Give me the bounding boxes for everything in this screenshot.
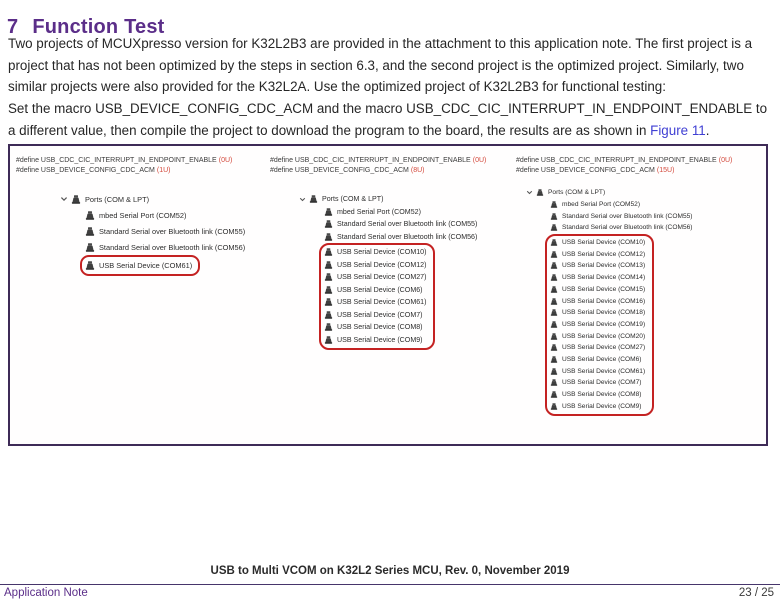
- serial-port-icon: [71, 195, 81, 204]
- serial-port-icon: [324, 248, 333, 256]
- device-tree-item[interactable]: [550, 248, 645, 260]
- footer-page-number: 23 / 25: [738, 587, 774, 599]
- device-tree-item[interactable]: [324, 309, 426, 322]
- serial-port-icon: [550, 321, 558, 328]
- device-tree-item[interactable]: [550, 330, 645, 342]
- device-tree-item[interactable]: [550, 295, 645, 307]
- serial-port-icon: [550, 368, 558, 375]
- device-tree-item[interactable]: [85, 223, 268, 239]
- device-tree-item[interactable]: [324, 218, 516, 231]
- tree-root-label: Ports (COM & LPT): [548, 189, 606, 197]
- device-label: USB Serial Device (COM15): [562, 285, 646, 293]
- device-tree-item[interactable]: [550, 284, 645, 296]
- tree-root-ports[interactable]: [526, 187, 762, 199]
- device-label: USB Serial Device (COM61): [99, 260, 193, 270]
- serial-port-icon: [550, 333, 558, 340]
- serial-port-icon: [550, 274, 558, 281]
- device-label: USB Serial Device (COM18): [562, 309, 646, 317]
- tree-root-ports[interactable]: [299, 193, 516, 206]
- device-label: USB Serial Device (COM6): [337, 285, 423, 294]
- serial-port-icon: [324, 273, 333, 281]
- instruction-text-before: Set the macro USB_DEVICE_CONFIG_CDC_ACM and the macro USB_CDC_CIC_INTERRUPT_IN_ENDPOINT_ENDABLE to a different value, then compile the project to download the program to the board, the results are as shown in: [8, 101, 768, 138]
- chevron-down-icon[interactable]: [60, 195, 68, 203]
- serial-port-icon: [85, 243, 95, 252]
- define-value: (0U): [472, 157, 487, 164]
- device-label: USB Serial Device (COM10): [337, 248, 427, 257]
- device-tree-item[interactable]: [550, 260, 645, 272]
- device-list: [85, 207, 268, 255]
- device-tree-item[interactable]: [324, 296, 426, 309]
- serial-port-icon: [550, 201, 558, 208]
- device-label: USB Serial Device (COM14): [562, 274, 646, 282]
- device-label: USB Serial Device (COM12): [337, 260, 427, 269]
- device-tree-item[interactable]: [550, 319, 645, 331]
- serial-port-icon: [324, 298, 333, 306]
- serial-port-icon: [324, 323, 333, 331]
- device-tree-item[interactable]: [550, 365, 645, 377]
- define-value: (8U): [410, 166, 425, 174]
- device-label: USB Serial Device (COM8): [562, 391, 642, 399]
- red-highlight-circle: [80, 255, 200, 276]
- device-tree-item[interactable]: [85, 239, 268, 255]
- serial-port-icon: [85, 261, 95, 270]
- device-manager-panel-1: [16, 156, 268, 276]
- figure-11-image: [8, 144, 768, 446]
- serial-port-icon: [309, 195, 318, 203]
- device-tree-item[interactable]: [550, 400, 645, 412]
- device-label: Standard Serial over Bluetooth link (COM55): [337, 220, 478, 229]
- device-label: mbed Serial Port (COM52): [337, 207, 421, 216]
- serial-port-icon: [550, 286, 558, 293]
- device-label: USB Serial Device (COM16): [562, 297, 646, 305]
- device-tree-item[interactable]: [550, 237, 645, 249]
- device-label: USB Serial Device (COM7): [562, 379, 642, 387]
- device-tree-item[interactable]: [550, 210, 762, 222]
- device-tree-item[interactable]: [324, 284, 426, 297]
- device-tree-item[interactable]: [550, 377, 645, 389]
- serial-port-icon: [550, 309, 558, 316]
- device-manager-panel-3: [516, 156, 762, 416]
- device-label: Standard Serial over Bluetooth link (COM56): [562, 224, 693, 232]
- device-label: mbed Serial Port (COM52): [562, 201, 641, 209]
- device-list: [550, 199, 762, 234]
- device-tree-item[interactable]: [550, 342, 645, 354]
- macro-defines: [16, 156, 268, 175]
- serial-port-icon: [550, 224, 558, 231]
- section-number: 7: [7, 16, 19, 39]
- highlighted-device-list: [550, 237, 645, 412]
- device-label: Standard Serial over Bluetooth link (COM56): [337, 232, 478, 241]
- define-line: #define USB_CDC_CIC_INTERRUPT_IN_ENDPOINT_ENABLE (0U): [516, 157, 733, 164]
- device-tree-item[interactable]: [85, 257, 192, 273]
- macro-defines: [516, 156, 762, 175]
- chevron-down-icon[interactable]: [526, 189, 533, 196]
- device-label: USB Serial Device (COM7): [337, 310, 423, 319]
- red-highlight-circle: [545, 234, 654, 416]
- device-manager-panel-2: [270, 156, 516, 350]
- device-label: mbed Serial Port (COM52): [99, 210, 187, 220]
- device-tree: [516, 187, 762, 416]
- define-line: #define USB_CDC_CIC_INTERRUPT_IN_ENDPOINT_ENABLE (0U): [16, 157, 233, 164]
- device-label: USB Serial Device (COM19): [562, 320, 646, 328]
- device-tree: [270, 193, 516, 350]
- serial-port-icon: [324, 233, 333, 241]
- device-tree-item[interactable]: [324, 271, 426, 284]
- footer-divider: [0, 584, 780, 585]
- figure-11-link[interactable]: Figure 11: [650, 122, 706, 138]
- device-tree-item[interactable]: [324, 231, 516, 244]
- device-label: USB Serial Device (COM13): [562, 262, 646, 270]
- device-tree-item[interactable]: [550, 222, 762, 234]
- device-label: Standard Serial over Bluetooth link (COM56): [99, 242, 246, 252]
- serial-port-icon: [550, 239, 558, 246]
- serial-port-icon: [536, 189, 544, 196]
- instruction-text-after: .: [705, 122, 710, 138]
- macro-defines: [270, 156, 516, 175]
- device-tree-item[interactable]: [550, 354, 645, 366]
- serial-port-icon: [324, 336, 333, 344]
- device-label: USB Serial Device (COM8): [337, 323, 423, 332]
- device-label: USB Serial Device (COM12): [562, 250, 646, 258]
- footer-doc-title: USB to Multi VCOM on K32L2 Series MCU, Rev. 0, November 2019: [210, 565, 570, 577]
- define-value: (1U): [156, 166, 171, 174]
- serial-port-icon: [550, 213, 558, 220]
- define-value: (0U): [718, 157, 733, 164]
- serial-port-icon: [550, 344, 558, 351]
- serial-port-icon: [550, 391, 558, 398]
- define-value: (15U): [656, 166, 675, 174]
- chevron-down-icon[interactable]: [299, 196, 306, 203]
- device-label: USB Serial Device (COM27): [337, 273, 427, 282]
- device-tree-item[interactable]: [324, 321, 426, 334]
- device-label: USB Serial Device (COM6): [562, 355, 642, 363]
- define-line: #define USB_CDC_CIC_INTERRUPT_IN_ENDPOINT_ENABLE (0U): [270, 157, 487, 164]
- device-tree-item[interactable]: [324, 246, 426, 259]
- device-label: Standard Serial over Bluetooth link (COM55): [562, 212, 693, 220]
- footer-doc-type: Application Note: [4, 587, 88, 599]
- section-title: Function Test: [32, 16, 165, 39]
- serial-port-icon: [324, 261, 333, 269]
- highlighted-device-list: [85, 257, 192, 273]
- device-label: USB Serial Device (COM9): [337, 335, 423, 344]
- serial-port-icon: [550, 403, 558, 410]
- serial-port-icon: [550, 251, 558, 258]
- tree-root-label: Ports (COM & LPT): [322, 195, 384, 204]
- serial-port-icon: [550, 262, 558, 269]
- serial-port-icon: [550, 379, 558, 386]
- serial-port-icon: [324, 220, 333, 228]
- define-line: #define USB_DEVICE_CONFIG_CDC_ACM (15U): [516, 166, 675, 174]
- device-tree: [16, 191, 268, 276]
- device-list: [324, 206, 516, 244]
- serial-port-icon: [85, 227, 95, 236]
- device-label: USB Serial Device (COM9): [562, 402, 642, 410]
- paragraph-instruction: [8, 98, 774, 141]
- serial-port-icon: [550, 356, 558, 363]
- serial-port-icon: [324, 208, 333, 216]
- device-tree-item[interactable]: [324, 334, 426, 347]
- device-label: USB Serial Device (COM61): [562, 367, 646, 375]
- serial-port-icon: [550, 298, 558, 305]
- red-highlight-circle: [319, 243, 435, 350]
- serial-port-icon: [324, 311, 333, 319]
- tree-root-label: Ports (COM & LPT): [85, 194, 150, 204]
- device-tree-item[interactable]: [324, 259, 426, 272]
- device-tree-item[interactable]: [324, 206, 516, 219]
- paragraph-intro: Two projects of MCUXpresso version for K32L2B3 are provided in the attachment to this application note. The first project is a project that has not been optimized by the steps in section 6.3, and the second project is the optimized project. Similarly, two similar projects were also provided for the K32L2A. Use the optimized project of K32L2B3 for functional testing:: [8, 36, 753, 95]
- device-tree-item[interactable]: [85, 207, 268, 223]
- device-tree-item[interactable]: [550, 307, 645, 319]
- device-tree-item[interactable]: [550, 199, 762, 211]
- define-line: #define USB_DEVICE_CONFIG_CDC_ACM (1U): [16, 166, 171, 174]
- define-value: (0U): [218, 157, 233, 164]
- device-label: USB Serial Device (COM20): [562, 332, 646, 340]
- highlighted-device-list: [324, 246, 426, 346]
- device-tree-item[interactable]: [550, 272, 645, 284]
- serial-port-icon: [324, 286, 333, 294]
- serial-port-icon: [85, 211, 95, 220]
- device-tree-item[interactable]: [550, 389, 645, 401]
- device-label: USB Serial Device (COM61): [337, 298, 427, 307]
- device-label: Standard Serial over Bluetooth link (COM55): [99, 226, 246, 236]
- tree-root-ports[interactable]: [60, 191, 268, 207]
- device-label: USB Serial Device (COM10): [562, 239, 646, 247]
- define-line: #define USB_DEVICE_CONFIG_CDC_ACM (8U): [270, 166, 425, 174]
- device-label: USB Serial Device (COM27): [562, 344, 646, 352]
